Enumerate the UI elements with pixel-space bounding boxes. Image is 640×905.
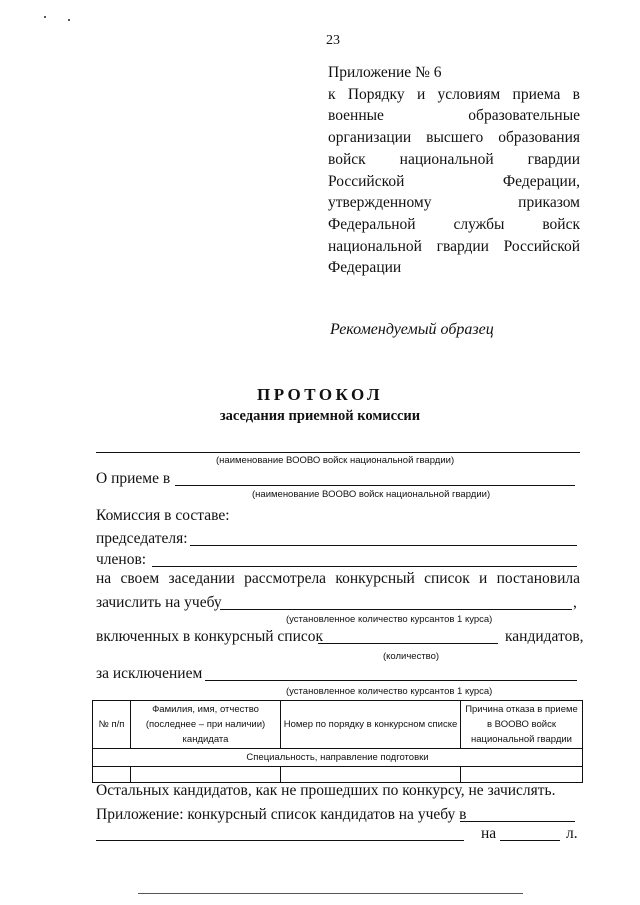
candidates-label: кандидатов, [505,628,584,645]
table-span-row [93,749,583,767]
scan-speck [44,16,46,18]
page-number: 23 [326,33,340,48]
header-list-position: Номер по порядку в конкурсном списке [281,701,461,749]
except-label: за исключением [96,665,203,682]
enroll-comma: , [573,594,577,611]
admission-line [175,485,575,486]
commission-label: Комиссия в составе: [96,507,230,524]
on-label: на [481,825,497,842]
sheets-count-line [500,840,560,841]
header-number: № п/п [93,701,131,749]
admission-label: О приеме в [96,470,171,487]
appendix-title: Приложение № 6 [328,64,442,81]
not-enrolled-text: Остальных кандидатов, как не прошедших по конкурсу, не зачислять. [96,782,556,799]
candidates-table [92,700,583,783]
table-header-row [93,701,583,749]
table-cell [281,767,461,783]
members-line [152,566,577,567]
header-full-name: Фамилия, имя, отчество (последнее – при наличии) кандидата [131,701,281,749]
except-caption: (установленное количество курсантов 1 курса) [286,686,493,697]
table-cell [93,767,131,783]
protocol-subtitle: заседания приемной комиссии [219,408,421,424]
members-label: членов: [96,551,147,568]
sheets-label: л. [566,825,578,842]
org-name-line [96,452,580,453]
admission-caption: (наименование ВООВО войск национальной гвардии) [252,489,491,500]
header-refusal-reason: Причина отказа в приеме в ВООВО войск национальной гвардии [461,701,583,749]
chairman-line [190,545,577,546]
specialty-row: Специальность, направление подготовки [93,749,583,767]
enroll-caption: (установленное количество курсантов 1 курса) [286,614,493,625]
appendix-body: к Порядку и условиям приема в военные образовательные организации высшего образования войск национальной гвардии Российской Федерации, утвержденному приказом Федеральной службы войск национальной гвардии Российской Федерации [328,85,580,277]
table-cell [131,767,281,783]
included-line [318,643,498,644]
except-line [205,680,577,681]
attachment-label: Приложение: конкурсный список кандидатов на учебу в [96,806,467,823]
scan-speck [68,19,70,21]
quantity-caption: (количество) [383,651,440,662]
decision-text: на своем заседании рассмотрела конкурсный список и постановила [96,570,580,587]
attachment-line [460,821,575,822]
table-row [93,767,583,783]
table-cell [461,767,583,783]
recommended-sample-label: Рекомендуемый образец [330,321,494,338]
chairman-label: председателя: [96,530,188,547]
appendix-block [328,62,580,279]
scan-edge-line [138,893,523,894]
attachment-line-2 [96,840,464,841]
enroll-label: зачислить на учебу [96,594,222,611]
enroll-line [220,609,572,610]
protocol-title: ПРОТОКОЛ [256,385,383,404]
org-name-caption: (наименование ВООВО войск национальной гвардии) [216,455,455,466]
included-label: включенных в конкурсный список [96,628,324,645]
